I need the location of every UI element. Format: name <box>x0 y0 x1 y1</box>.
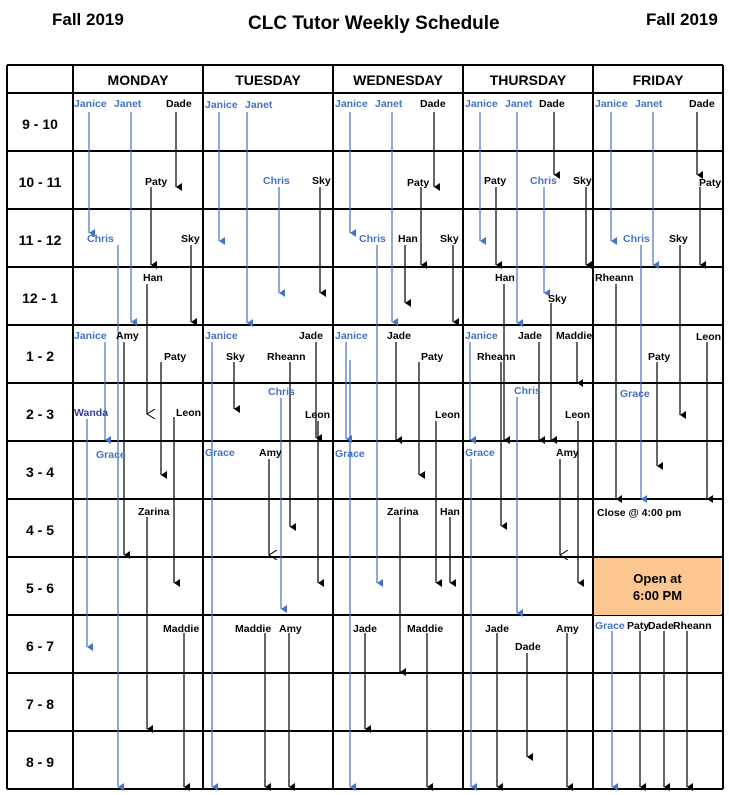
time-slot: 11 - 12 <box>18 232 62 248</box>
tutor-label: Janet <box>245 99 273 111</box>
time-slot: 7 - 8 <box>25 696 54 712</box>
header-semester-right: Fall 2019 <box>646 10 718 29</box>
tutor-label: Janice <box>465 98 498 110</box>
tutor-label: Sky <box>226 351 245 363</box>
tutor-label: Leon <box>176 407 202 419</box>
tutor-label: Janice <box>74 98 107 110</box>
tutor-label: Dade <box>166 98 192 110</box>
tutor-label: Paty <box>648 351 671 363</box>
tutor-label: Leon <box>305 409 331 421</box>
tutor-label: Janet <box>375 98 403 110</box>
tutor-label: Jade <box>485 623 509 635</box>
tutor-label: Paty <box>407 177 430 189</box>
tutor-label: Han <box>440 506 460 518</box>
tutor-label: Chris <box>263 175 290 187</box>
tutor-label: Wanda <box>74 407 109 419</box>
friday-open-box <box>594 558 721 615</box>
tutor-label: Zarina <box>387 506 419 518</box>
tutor-label: Dade <box>515 641 541 653</box>
tutor-label: Sky <box>548 293 567 305</box>
tutor-label: Grace <box>205 447 235 459</box>
tutor-label: Grace <box>96 449 126 461</box>
tutor-label: Maddie <box>556 330 593 342</box>
tutor-label: Sky <box>312 175 331 187</box>
tutor-label: Janice <box>465 330 498 342</box>
time-slot: 3 - 4 <box>25 464 54 480</box>
tutor-label: Rheann <box>477 351 516 363</box>
tutor-label: Leon <box>565 409 591 421</box>
tutor-label: Chris <box>359 233 386 245</box>
tutor-label: Leon <box>435 409 461 421</box>
tutor-label: Chris <box>87 233 114 245</box>
tutor-label: Paty <box>699 177 722 189</box>
tutor-label: Paty <box>164 351 187 363</box>
time-slot: 1 - 2 <box>25 348 54 364</box>
tutor-label: Chris <box>514 385 541 397</box>
tutor-label: Janice <box>335 98 368 110</box>
tutor-label: Maddie <box>407 623 444 635</box>
tutor-label: Rheann <box>267 351 306 363</box>
tutor-label: Amy <box>556 623 579 635</box>
friday-open-line1: Open at <box>633 570 682 586</box>
tutor-label: Paty <box>627 620 650 632</box>
tutor-label: Maddie <box>163 623 200 635</box>
tutor-label: Dade <box>648 620 674 632</box>
day-header-friday: FRIDAY <box>632 72 684 88</box>
tutor-label: Grace <box>595 620 625 632</box>
tutor-label: Zarina <box>138 506 170 518</box>
page-title: CLC Tutor Weekly Schedule <box>248 13 500 34</box>
tutor-label: Janet <box>635 98 663 110</box>
header-semester-left: Fall 2019 <box>52 10 124 29</box>
tutor-label: Jade <box>299 330 323 342</box>
schedule-grid <box>7 65 723 789</box>
tutor-label: Sky <box>573 175 592 187</box>
tutor-label: Sky <box>669 233 688 245</box>
tutor-label: Paty <box>421 351 444 363</box>
tutor-label: Grace <box>335 448 365 460</box>
tutor-label: Rheann <box>595 272 634 284</box>
tutor-label: Rheann <box>673 620 712 632</box>
tutor-label: Amy <box>116 330 139 342</box>
tutor-label: Maddie <box>235 623 272 635</box>
tutor-label: Grace <box>620 388 650 400</box>
tutor-label: Janet <box>505 98 533 110</box>
tutor-label: Jade <box>353 623 377 635</box>
day-header-wednesday: WEDNESDAY <box>353 72 443 88</box>
tutor-label: Janice <box>335 330 368 342</box>
tutor-label: Han <box>143 272 163 284</box>
tutor-label: Dade <box>689 98 715 110</box>
tutor-label: Janice <box>205 330 238 342</box>
time-slot: 5 - 6 <box>25 580 54 596</box>
tutor-label: Paty <box>484 175 507 187</box>
tutor-label: Grace <box>465 447 495 459</box>
time-slot: 9 - 10 <box>22 116 58 132</box>
tutor-label: Janet <box>114 98 142 110</box>
tutor-label: Dade <box>420 98 446 110</box>
time-slot: 4 - 5 <box>25 522 54 538</box>
tutor-label: Chris <box>623 233 650 245</box>
time-slot: 2 - 3 <box>25 406 54 422</box>
day-header-thursday: THURSDAY <box>489 72 567 88</box>
time-slot: 10 - 11 <box>18 174 62 190</box>
day-header-monday: MONDAY <box>107 72 169 88</box>
friday-close-note: Close @ 4:00 pm <box>597 507 682 519</box>
tutor-label: Janice <box>205 99 238 111</box>
day-header-tuesday: TUESDAY <box>235 72 301 88</box>
tutor-label: Leon <box>696 331 722 343</box>
time-slot: 8 - 9 <box>25 754 54 770</box>
tutor-label: Amy <box>556 447 579 459</box>
tutor-label: Jade <box>518 330 542 342</box>
tutor-label: Amy <box>279 623 302 635</box>
tutor-label: Sky <box>181 233 200 245</box>
tutor-label: Han <box>495 272 515 284</box>
tutor-label: Amy <box>259 447 282 459</box>
tutor-label: Chris <box>530 175 557 187</box>
time-slot: 6 - 7 <box>25 638 54 654</box>
tutor-label: Paty <box>145 176 168 188</box>
tutor-label: Dade <box>539 98 565 110</box>
friday-open-line2: 6:00 PM <box>632 587 683 603</box>
schedule-lines <box>7 65 723 789</box>
tutor-label: Han <box>398 233 418 245</box>
time-slot: 12 - 1 <box>22 290 58 306</box>
tutor-label: Chris <box>268 386 295 398</box>
tutor-label: Sky <box>440 233 459 245</box>
tutor-label: Jade <box>387 330 411 342</box>
tutor-label: Janice <box>74 330 107 342</box>
tutor-label: Janice <box>595 98 628 110</box>
